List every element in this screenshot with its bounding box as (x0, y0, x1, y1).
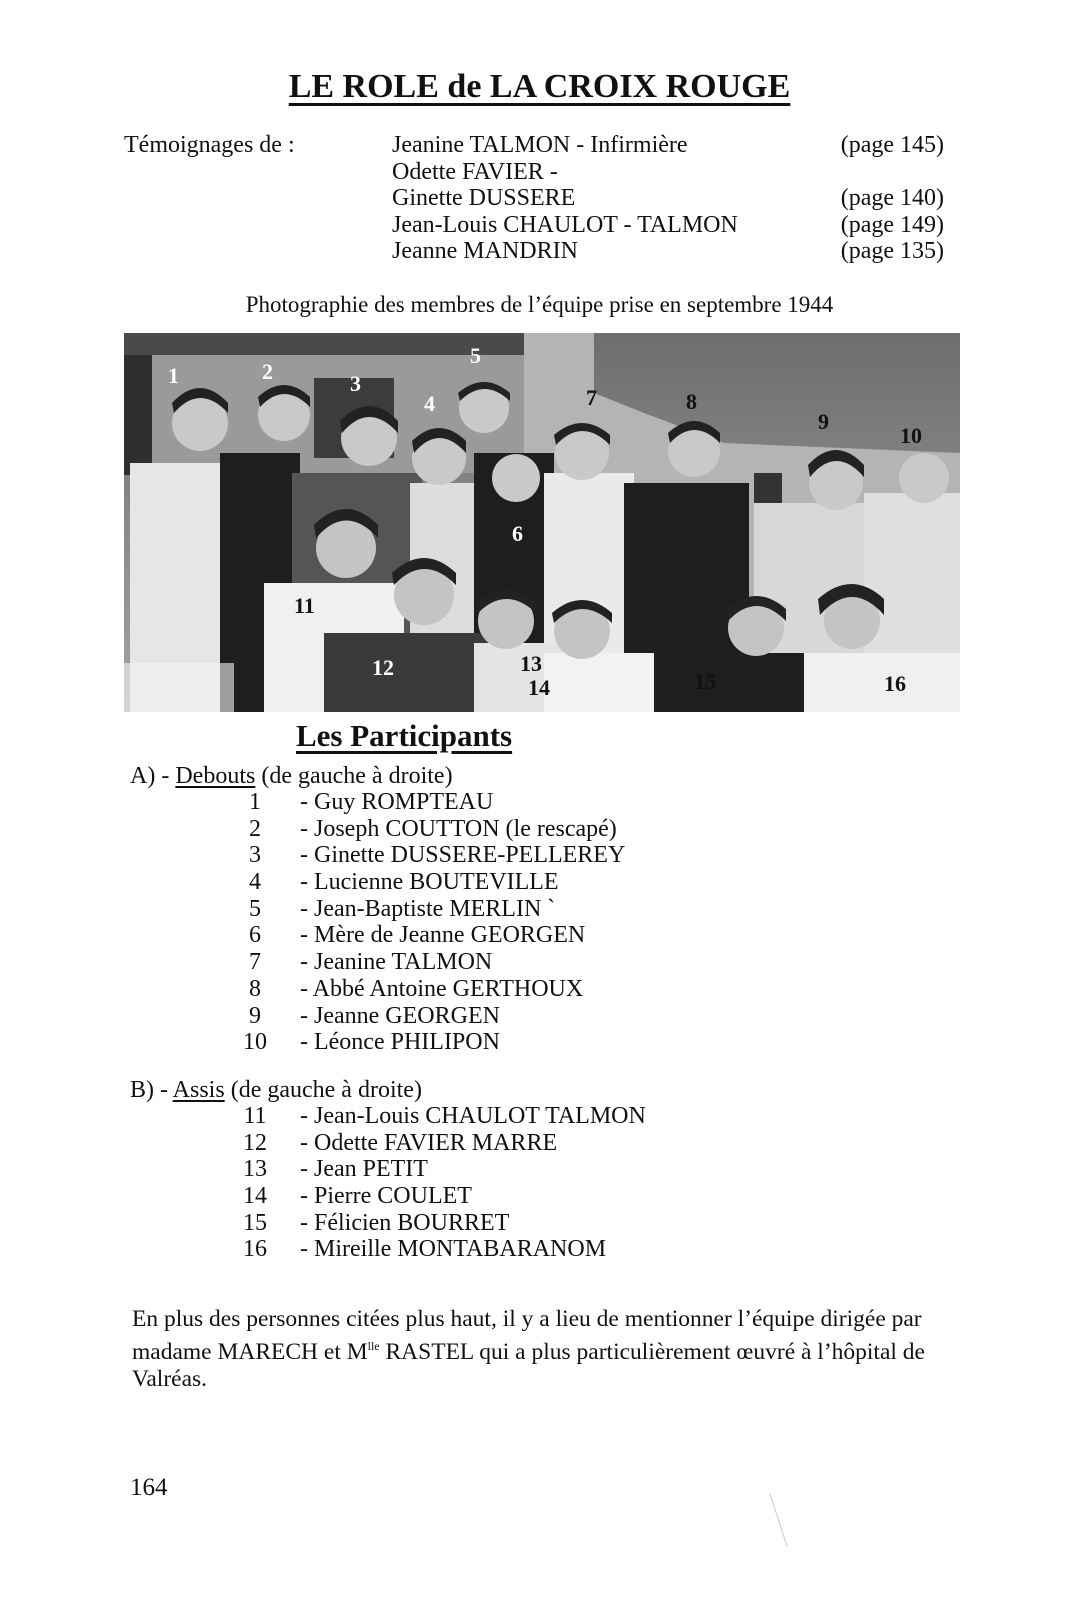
list-item (210, 1003, 625, 1030)
photo-label: 7 (586, 385, 597, 410)
item-name: - Lucienne BOUTEVILLE (300, 869, 559, 896)
photo-label: 5 (470, 343, 481, 368)
temoignage-row (392, 212, 944, 239)
photo-label: 2 (262, 359, 273, 384)
list-item (210, 1103, 646, 1130)
list-item (210, 1029, 625, 1056)
photo-label: 14 (528, 675, 550, 700)
temoignage-name: Jean-Louis CHAULOT - TALMON (392, 211, 738, 238)
photo-label: 3 (350, 371, 361, 396)
page-title: LE ROLE de LA CROIX ROUGE (288, 68, 791, 105)
section-suffix: (de gauche à droite) (224, 1077, 422, 1103)
item-name: - Ginette DUSSERE-PELLEREY (300, 842, 626, 869)
photo-label: 6 (512, 521, 523, 546)
section-title: Assis (172, 1077, 225, 1103)
section-b-list (210, 1103, 646, 1263)
section-prefix: A) - (130, 763, 176, 789)
item-name: - Jean-Louis CHAULOT TALMON (300, 1103, 646, 1129)
photo-label: 12 (372, 655, 394, 680)
temoignages-label: Témoignages de : (124, 132, 295, 158)
item-name: - Léonce PHILIPON (300, 1029, 500, 1056)
list-item (210, 816, 625, 843)
photo-label: 13 (520, 651, 542, 676)
section-suffix: (de gauche à droite) (255, 763, 453, 789)
list-item (210, 1210, 646, 1237)
list-item (210, 842, 625, 869)
photo-caption: Photographie des membres de l’équipe prise en septembre 1944 (245, 292, 834, 317)
item-name: - Jeanine TALMON (300, 949, 493, 976)
section-b-heading (130, 1077, 422, 1104)
list-item (210, 1236, 646, 1263)
photo-label: 10 (900, 423, 922, 448)
item-name: - Abbé Antoine GERTHOUX (300, 975, 584, 1002)
item-number: 10 (243, 1029, 267, 1056)
temoignage-row (392, 238, 944, 265)
item-name: - Jeanne GEORGEN (300, 1002, 500, 1029)
section-title: Debouts (175, 763, 256, 789)
temoignage-name: Ginette DUSSERE (392, 185, 576, 211)
photo-label: 9 (818, 409, 829, 434)
list-item (210, 789, 625, 816)
item-number: 14 (243, 1183, 267, 1210)
paragraph-superscript: lle (367, 1339, 380, 1353)
item-number: 12 (243, 1129, 267, 1156)
list-item (210, 976, 625, 1003)
item-name: - Joseph COUTTON (le rescapé) (300, 815, 617, 842)
scan-mark (769, 1493, 787, 1547)
temoignage-row (392, 159, 944, 186)
temoignage-page: (page 145) (840, 132, 944, 158)
photo-label: 8 (686, 389, 697, 414)
item-name: - Guy ROMPTEAU (300, 789, 494, 815)
photo-label: 4 (424, 391, 435, 416)
temoignage-page: (page 149) (840, 211, 944, 238)
item-number: 4 (249, 869, 261, 896)
temoignage-name: Odette FAVIER - (392, 158, 558, 185)
item-name: - Jean PETIT (300, 1156, 428, 1183)
temoignage-name: Jeanine TALMON - Infirmière (392, 132, 688, 158)
item-number: 5 (249, 895, 261, 922)
list-item (210, 1130, 646, 1157)
item-number: 13 (243, 1156, 267, 1183)
temoignages-list (392, 132, 944, 265)
temoignage-row (392, 185, 944, 212)
item-number: 16 (243, 1236, 267, 1263)
item-number: 8 (249, 975, 261, 1002)
item-name: - Mère de Jeanne GEORGEN (300, 922, 586, 949)
item-number: 1 (249, 789, 261, 815)
temoignage-name: Jeanne MANDRIN (392, 238, 578, 264)
item-number: 11 (243, 1103, 267, 1129)
item-name: - Félicien BOURRET (300, 1209, 510, 1236)
paragraph-text-end: RASTEL qui a plus particulièrement œuvré à l’hôpital de Valréas. (132, 1338, 925, 1392)
page-number: 164 (130, 1474, 168, 1501)
item-name: - Mireille MONTABARANOM (300, 1236, 607, 1263)
item-name: - Odette FAVIER MARRE (300, 1129, 558, 1156)
photo-label: 15 (694, 669, 716, 694)
section-prefix: B) - (130, 1077, 173, 1103)
list-item (210, 1183, 646, 1210)
item-number: 2 (249, 815, 261, 842)
paragraph-text-start: En plus des personnes citées plus haut, il y a lieu de mentionner l’équipe dirigée par madame MARECH et M (132, 1306, 922, 1365)
list-item (210, 949, 625, 976)
group-photo (124, 333, 960, 712)
section-a-list (210, 789, 625, 1056)
item-name: - Jean-Baptiste MERLIN ` (300, 895, 556, 922)
temoignage-page: (page 140) (840, 185, 944, 211)
item-number: 7 (249, 949, 261, 976)
section-a-heading (130, 763, 453, 790)
item-name: - Pierre COULET (300, 1183, 472, 1210)
closing-paragraph (132, 1306, 962, 1393)
photo-label: 16 (884, 671, 906, 696)
list-item (210, 869, 625, 896)
photo-label: 11 (294, 593, 315, 618)
photo-label: 1 (168, 363, 179, 388)
group-photo-illustration (124, 333, 960, 712)
item-number: 6 (249, 922, 261, 949)
participants-heading: Les Participants (296, 718, 513, 753)
temoignage-row (392, 132, 944, 159)
item-number: 3 (249, 842, 261, 869)
list-item (210, 922, 625, 949)
list-item (210, 896, 625, 923)
list-item (210, 1156, 646, 1183)
item-number: 9 (249, 1002, 261, 1029)
item-number: 15 (243, 1209, 267, 1236)
temoignage-page: (page 135) (840, 238, 944, 264)
